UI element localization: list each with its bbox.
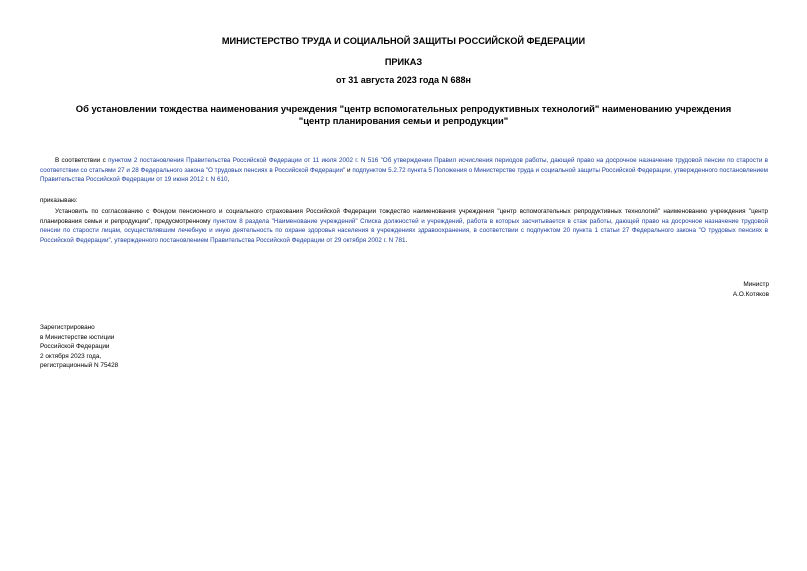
ministry-title: МИНИСТЕРСТВО ТРУДА И СОЦИАЛЬНОЙ ЗАЩИТЫ РОССИЙСКОЙ ФЕДЕРАЦИИ [221, 36, 586, 46]
preamble-link-government-decree[interactable]: пунктом 2 постановления Правительства Российской Федерации от 11 июля 2002 г. N 516 "Об утверждении Правил исчисления периодов работы, дающей право на досрочное назначение трудовой пенсии по старости в соответствии со статьями 27 и 28 Федерального закона "О трудовых пенсиях в Российской Федерации" [40, 157, 769, 174]
body-paragraph [40, 207, 768, 245]
preamble-paragraph [40, 156, 768, 185]
registration-line-2: в Министерстве юстиции [40, 333, 115, 341]
body-text-1: Установить по согласованию с Фондом пенсионного и социального страхования Российской Федерации тождество наименования учреждения "центр вспомогательных репродуктивных технологий" наименованию учреждения "центр планирования семьи и репродукции", предусмотренному [40, 208, 768, 225]
order-word: приказываю: [40, 197, 78, 204]
registration-line-5: регистрационный N 75428 [40, 362, 119, 370]
registration-line-3: Российской Федерации [40, 343, 110, 351]
body-text-2: . [405, 236, 408, 244]
registration-line-1: Зарегистрировано [40, 324, 95, 331]
preamble-text-3: , [227, 176, 230, 184]
signature-name: А.О.Котяков [732, 290, 769, 298]
preamble-text-1: В соответствии с [55, 157, 109, 164]
registration-block [40, 323, 118, 371]
preamble-text-2: и [345, 166, 353, 174]
signature-block [733, 280, 769, 299]
preamble-link-ministry-regulation[interactable]: подпунктом 5.2.72 пункта 5 Положения о Министерстве труда и социальной защиты Российской Федерации, утвержденного постановлением Правительства Российской Федерации от 19 июня 2012 г. N 610 [40, 166, 768, 184]
order-date-number: от 31 августа 2023 года N 688н [336, 75, 471, 85]
body-link-list-of-positions[interactable]: пунктом 8 раздела "Наименование учреждений" Списка должностей и учреждений, работа в которых засчитывается в стаж работы, дающей право на досрочное назначение трудовой пенсии по старости лицам, осуществлявшим лечебную и иную деятельность по охране здоровья населения в учреждениях здравоохранения, в соответствии с подпунктом 20 пункта 1 статьи 27 Федерального закона "О трудовых пенсиях в Российской Федерации", утвержденного постановлением Правительства Российской Федерации от 29 октября 2002 г. N 781 [40, 217, 768, 244]
order-subject: Об установлении тождества наименования учреждения "центр вспомогательных репродуктивных технологий" наименованию учреждения "центр планирования семьи и репродукции" [75, 103, 732, 126]
signature-title: Министр [743, 281, 769, 288]
order-type: ПРИКАЗ [384, 57, 423, 67]
registration-line-4: 2 октября 2023 года, [40, 352, 102, 360]
